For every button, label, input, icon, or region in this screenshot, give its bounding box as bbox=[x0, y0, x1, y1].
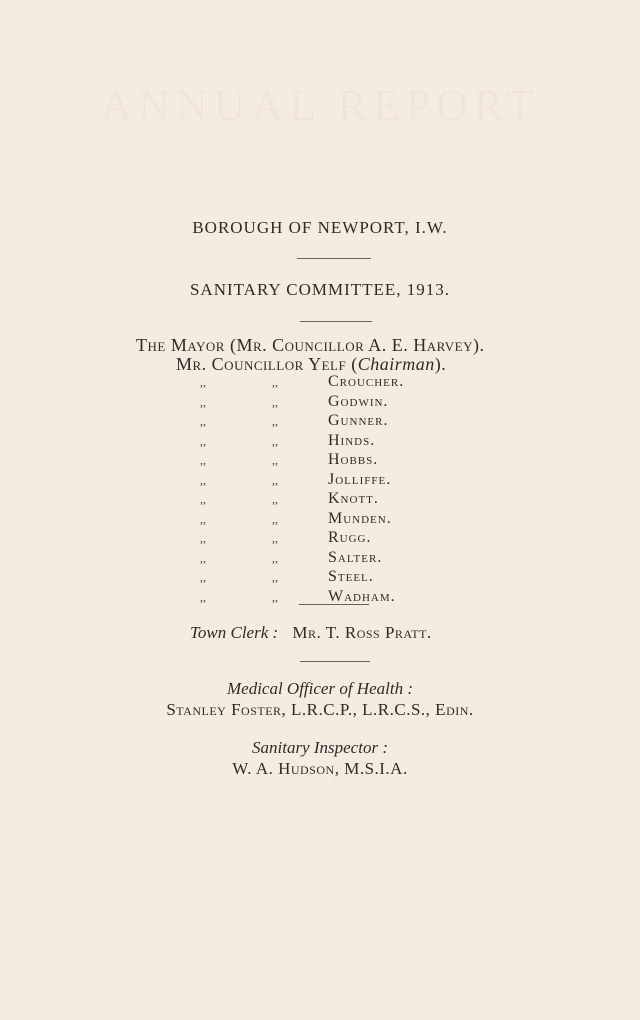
ditto-mark: ,, bbox=[200, 589, 206, 604]
chairman-line bbox=[176, 354, 446, 375]
member-name: Steel. bbox=[328, 568, 374, 585]
ditto-mark: ,, bbox=[200, 453, 206, 467]
member-name: Rugg. bbox=[328, 529, 372, 546]
chairman-role: Chairman bbox=[357, 354, 435, 374]
ditto-mark: ,, bbox=[272, 492, 278, 506]
chairman-suffix: ). bbox=[434, 354, 447, 374]
ditto-mark: ,, bbox=[200, 375, 206, 389]
medical-officer-name: Stanley Foster, L.R.C.P., L.R.C.S., Edin. bbox=[166, 700, 474, 719]
sanitary-inspector-label: Sanitary Inspector : bbox=[252, 738, 388, 757]
divider bbox=[300, 321, 372, 322]
member-name: Gunner. bbox=[328, 412, 389, 429]
ditto-mark: ,, bbox=[200, 550, 206, 565]
ditto-mark: ,, bbox=[200, 394, 206, 409]
ditto-mark: ,, bbox=[272, 453, 278, 467]
ditto-mark: ,, bbox=[272, 589, 278, 604]
member-name: Hinds. bbox=[328, 431, 376, 449]
ditto-mark: ,, bbox=[200, 531, 206, 545]
member-name: Godwin. bbox=[328, 392, 389, 410]
ditto-mark: ,, bbox=[200, 511, 206, 526]
chairman-prefix: Mr. Councillor Yelf ( bbox=[176, 354, 358, 374]
ditto-mark: ,, bbox=[272, 394, 278, 409]
show-through-text: ANNUAL REPORT bbox=[100, 81, 540, 130]
medical-officer-label: Medical Officer of Health : bbox=[226, 679, 413, 698]
ditto-mark: ,, bbox=[272, 570, 278, 584]
ditto-mark: ,, bbox=[272, 511, 278, 526]
town-clerk-label: Town Clerk : bbox=[190, 623, 279, 642]
ditto-mark: ,, bbox=[200, 414, 206, 428]
member-name: Salter. bbox=[328, 548, 383, 566]
ditto-mark: ,, bbox=[272, 472, 278, 487]
divider bbox=[300, 661, 370, 662]
member-name: Knott. bbox=[328, 490, 379, 507]
member-name: Jolliffe. bbox=[328, 470, 392, 488]
member-name: Croucher. bbox=[328, 373, 405, 390]
ditto-mark: ,, bbox=[272, 375, 278, 389]
ditto-mark: ,, bbox=[272, 550, 278, 565]
sanitary-inspector-name: W. A. Hudson, M.S.I.A. bbox=[232, 759, 408, 778]
mayor-line: The Mayor (Mr. Councillor A. E. Harvey). bbox=[136, 335, 485, 355]
member-name: Hobbs. bbox=[328, 451, 379, 468]
ditto-mark: ,, bbox=[200, 433, 206, 448]
ditto-mark: ,, bbox=[272, 531, 278, 545]
town-clerk-line bbox=[190, 623, 432, 643]
committee-heading: SANITARY COMMITTEE, 1913. bbox=[189, 280, 451, 299]
borough-heading: BOROUGH OF NEWPORT, I.W. bbox=[192, 218, 448, 237]
member-name: Wadham. bbox=[328, 587, 396, 605]
town-clerk-name: Mr. T. Ross Pratt. bbox=[292, 623, 432, 642]
divider bbox=[297, 258, 371, 259]
ditto-mark: ,, bbox=[200, 492, 206, 506]
divider bbox=[299, 604, 369, 605]
member-name: Munden. bbox=[328, 509, 392, 527]
ditto-mark: ,, bbox=[272, 433, 278, 448]
ditto-mark: ,, bbox=[200, 472, 206, 487]
ditto-mark: ,, bbox=[272, 414, 278, 428]
ditto-mark: ,, bbox=[200, 570, 206, 584]
